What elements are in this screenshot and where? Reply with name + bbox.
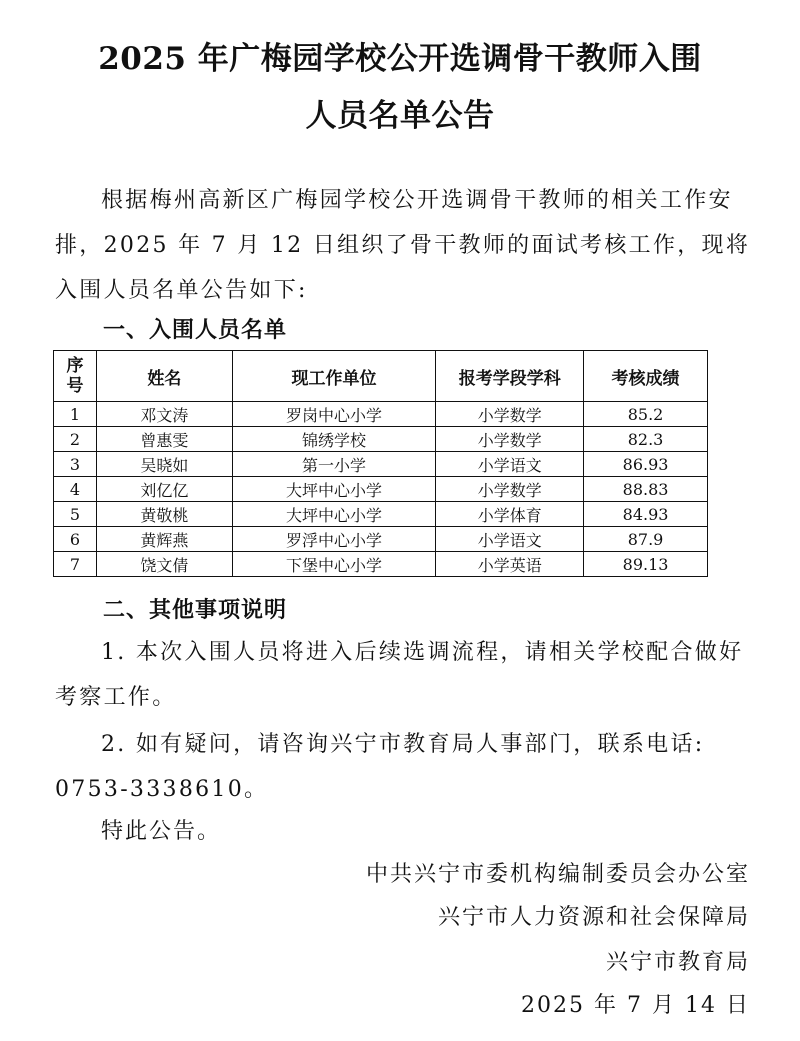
cell-subject: 小学数学: [436, 477, 584, 502]
cell-score: 82.3: [584, 427, 708, 452]
cell-seq: 7: [54, 552, 97, 577]
cell-subject: 小学数学: [436, 427, 584, 452]
section-heading-notes: 二、其他事项说明: [103, 597, 288, 623]
cell-score: 85.2: [584, 402, 708, 427]
cell-unit: 罗浮中心小学: [232, 527, 436, 552]
cell-subject: 小学体育: [436, 502, 584, 527]
table-row: [54, 452, 708, 477]
cell-seq: 3: [54, 452, 97, 477]
header-subject: 报考学段学科: [436, 351, 584, 402]
note-item-2-line1: 2. 如有疑问，请咨询兴宁市教育局人事部门，联系电话:: [101, 732, 705, 757]
table-row: [54, 502, 708, 527]
cell-subject: 小学数学: [436, 402, 584, 427]
note-item-1-line2: 考察工作。: [55, 685, 177, 710]
roster-table: [53, 350, 708, 577]
cell-subject: 小学英语: [436, 552, 584, 577]
cell-name: 吴晓如: [96, 452, 232, 477]
document-title-line1: 2025 年广梅园学校公开选调骨干教师入围: [98, 41, 702, 77]
header-seq: 序 号: [54, 351, 97, 402]
cell-seq: 4: [54, 477, 97, 502]
issue-date: 2025 年 7 月 14 日: [521, 993, 750, 1018]
cell-unit: 第一小学: [232, 452, 436, 477]
closing-remark: 特此公告。: [101, 819, 222, 844]
signatory-3: 兴宁市教育局: [605, 950, 750, 975]
cell-name: 饶文倩: [96, 552, 232, 577]
intro-paragraph: 根据梅州高新区广梅园学校公开选调骨干教师的相关工作安排，2025 年 7 月 12 日组织了骨干教师的面试考核工作，现将入围人员名单公告如下:: [55, 188, 751, 303]
cell-name: 黄辉燕: [96, 527, 232, 552]
signatory-1: 中共兴宁市委机构编制委员会办公室: [365, 862, 750, 887]
cell-score: 87.9: [584, 527, 708, 552]
cell-score: 84.93: [584, 502, 708, 527]
header-score: 考核成绩: [584, 351, 708, 402]
cell-score: 89.13: [584, 552, 708, 577]
cell-unit: 罗岗中心小学: [232, 402, 436, 427]
table-row: [54, 427, 708, 452]
header-name: 姓名: [96, 351, 232, 402]
cell-name: 邓文涛: [96, 402, 232, 427]
document-title-line2: 人员名单公告: [305, 98, 495, 134]
cell-subject: 小学语文: [436, 452, 584, 477]
cell-name: 刘亿亿: [96, 477, 232, 502]
cell-name: 黄敬桃: [96, 502, 232, 527]
cell-unit: 大坪中心小学: [232, 477, 436, 502]
cell-unit: 锦绣学校: [232, 427, 436, 452]
cell-score: 88.83: [584, 477, 708, 502]
cell-score: 86.93: [584, 452, 708, 477]
table-row: [54, 477, 708, 502]
header-unit: 现工作单位: [232, 351, 436, 402]
cell-name: 曾惠雯: [96, 427, 232, 452]
signatory-2: 兴宁市人力资源和社会保障局: [437, 905, 750, 930]
note-item-2: [55, 722, 755, 812]
note-item-1: [55, 630, 755, 720]
note-item-2-line2: 0753-3338610。: [55, 777, 269, 802]
note-item-1-line1: 1. 本次入围人员将进入后续选调流程，请相关学校配合做好: [101, 640, 744, 665]
cell-subject: 小学语文: [436, 527, 584, 552]
cell-seq: 5: [54, 502, 97, 527]
table-header-row: [54, 351, 708, 402]
cell-unit: 大坪中心小学: [232, 502, 436, 527]
cell-unit: 下堡中心小学: [232, 552, 436, 577]
section-heading-roster: 一、入围人员名单: [103, 317, 288, 343]
table-row: [54, 402, 708, 427]
table-row: [54, 552, 708, 577]
table-row: [54, 527, 708, 552]
cell-seq: 1: [54, 402, 97, 427]
cell-seq: 2: [54, 427, 97, 452]
cell-seq: 6: [54, 527, 97, 552]
